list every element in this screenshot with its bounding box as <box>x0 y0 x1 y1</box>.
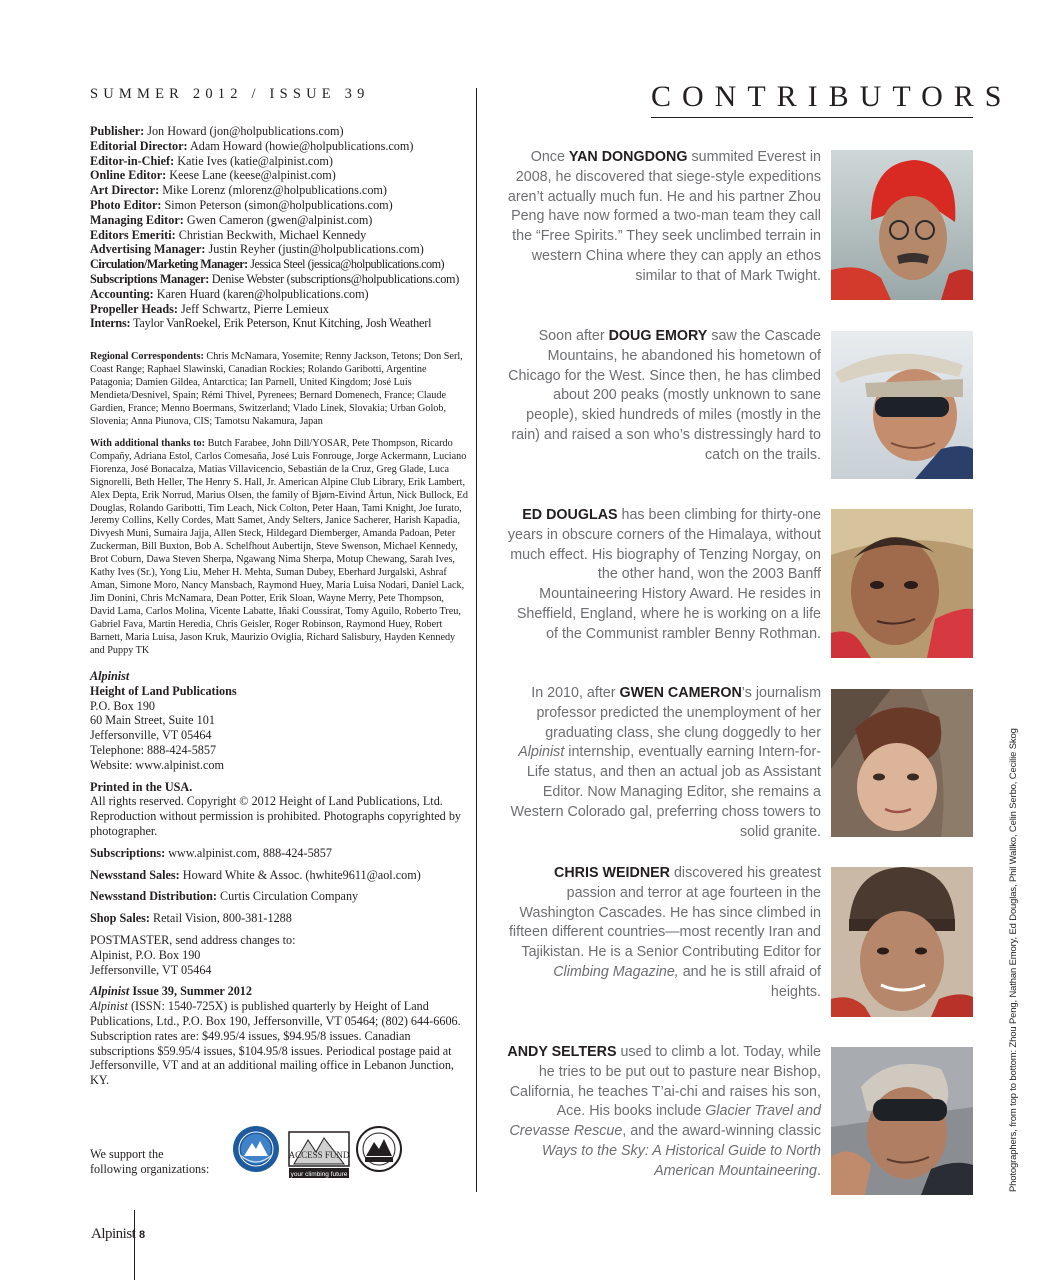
postmaster: Jeffersonville, VT 05464 <box>90 962 212 977</box>
contributor-name: DOUG EMORY <box>608 328 708 344</box>
regional-correspondents: Regional Correspondents: Chris McNamara, Yosemite; Renny Jackson, Tetons; Don Serl, Coast Range; Raphael Slawinski, Canadian Rockies; Rolando Garibotti, Argentine Patagonia; Damien Gildea, Antarctica; Ian Parnell, United Kingdom; José Luis Mendieta/Desnivel, Spain; Rémi Thivel, Pyrenees; Bernard Domenech, France; Claude Gardien, France; Menno Boermans, Switzerland; Vlado Linek, Slovakia; Urban Golob, Slovenia; Anna Piunova, CIS; Tamotsu Nakamura, Japan <box>90 351 463 427</box>
newsstand-distribution: Newsstand Distribution: Curtis Circulation Company <box>90 889 359 904</box>
masthead-row: Online Editor: Keese Lane (keese@alpinist.com) <box>90 168 336 183</box>
access-fund-label: ACCESS FUND <box>288 1150 350 1160</box>
additional-thanks: With additional thanks to: Butch Farabee, John Dill/YOSAR, Pete Thompson, Ricardo Compañy, Adriana Estol, Carlos Comesaña, José Luis Fonrouge, Jorge Ackermann, Luciano Fiorenza, José Bonacalza, Matias Villavicencio, Sebastián de la Cruz, Greg Glade, Luca Signorelli, Beth Heller, The Henry S. Hall, Jr. American Alpine Club Library, Erik Lambert, Alex Depta, Erik Norrud, Marius Olsen, the family of Bjørn-Eivind Årtun, Nick Bullock, Ed Douglas, Rolando Garibotti, Tim Leach, Nick Colton, Peter Haan, Tami Knight, Joe Iurato, Jeremy Collins, Kelly Cordes, Matt Samet, Andy Selters, Janice Sacherer, Harish Kapadia, Divyesh Muni, Sumaira Jajja, Allen Steck, Hildegard Diemberger, Amanda Padoan, Peter Zuckerman, Bill Buxton, Bob A. Schelfhout Aubertijn, Steve Swenson, Michael Kennedy, Brot Coburn, Dawa Steven Sherpa, Ngawang Nima Sherpa, Motup Chewang, Sarah Ives, Kathy Ives (Sr.), Yong Liu, Meher H. Mehta, Suman Dubey, Eberhard Jurgalski, Ashraf Aman, Simone Moro, Nancy Mansbach, Raymond Huey, Maria Luisa Nodari, Daniel Lack, Jim Donini, Chris McNamara, Dean Potter, Erik Sloan, Wayne Merry, Pete Thompson, David Lama, Carlos Molina, Vicente Labatte, Iñaki Coussirat, Tomy Aguilo, Roberto Treu, Gabriel Fava, Martin Heredia, Chris Geisler, Roger Robinson, Raymond Huey, Robert Barnett, Maria Luisa, Jason Kruk, Maurizio Oviglia, Richard Salisbury, Hayden Kennedy and Puppy TK <box>90 438 468 656</box>
contributor-name: YAN DONGDONG <box>568 149 688 165</box>
contributor-name: ED DOUGLAS <box>522 507 618 523</box>
publisher-address: P.O. Box 190 <box>90 698 156 713</box>
masthead-row: Managing Editor: Gwen Cameron (gwen@alpinist.com) <box>90 212 373 227</box>
publisher-mag: Alpinist <box>90 669 130 683</box>
support-orgs-text: We support the following organizations: <box>90 1147 210 1176</box>
masthead-row: Propeller Heads: Jeff Schwartz, Pierre Lemieux <box>90 301 329 316</box>
masthead-row: Accounting: Karen Huard (karen@holpublications.com) <box>90 286 369 301</box>
masthead-row: Editors Emeriti: Christian Beckwith, Michael Kennedy <box>90 227 367 242</box>
masthead-row: Subscriptions Manager: Denise Webster (subscriptions@holpublications.com) <box>90 271 459 286</box>
publisher-phone: Telephone: 888-424-5857 <box>90 742 217 757</box>
contributor-photo <box>831 331 973 479</box>
masthead-row: Advertising Manager: Justin Reyher (justin@holpublications.com) <box>90 242 424 257</box>
publisher-company: Height of Land Publications <box>90 683 237 698</box>
subscriptions: Subscriptions: www.alpinist.com, 888-424-5857 <box>90 845 332 860</box>
printed-text: All rights reserved. Copyright © 2012 Height of Land Publications, Ltd. Reproduction without permission is prohibited. Photographs copyrighted by photographer. <box>90 794 462 838</box>
masthead-row: Art Director: Mike Lorenz (mlorenz@holpublications.com) <box>90 183 387 198</box>
postmaster: Alpinist, P.O. Box 190 <box>90 947 201 962</box>
publisher-address: Jeffersonville, VT 05464 <box>90 728 212 743</box>
masthead-row: Publisher: Jon Howard (jon@holpublications.com) <box>90 124 344 138</box>
contributor-photo <box>831 509 973 658</box>
contributor-photo <box>831 867 973 1017</box>
masthead-row: Circulation/Marketing Manager: Jessica Steel (jessica@holpublications.com) <box>90 257 445 272</box>
publisher-address: 60 Main Street, Suite 101 <box>90 713 215 728</box>
title-rule <box>651 117 973 118</box>
contributors-title: CONTRIBUTORS <box>651 80 1013 113</box>
contributor-bio: ANDY SELTERS used to climb a lot. Today, while he tries to be put out to pasture near Bishop, California, he teaches T’ai-chi and raises his son, Ace. His books include Glacier Travel and Crevasse Rescue, and the award-winning classic Ways to the Sky: A Historical Guide to North American Mountaineering. <box>507 1044 821 1179</box>
photo-credit: Photographers, from top to bottom: Zhou Peng, Nathan Emory, Ed Douglas, Phil Wallko, Celin Serbo, Cecilie Skog <box>1007 728 1018 1192</box>
contributor-photo <box>831 689 973 837</box>
contributor-bio: Soon after DOUG EMORY saw the Cascade Mountains, he abandoned his hometown of Chicago for the West. Since then, he has climbed about 200 peaks (mostly unknown to sane people), skied hundreds of miles (mostly in the rain) and raised a son who’s distressingly hard to catch on the trails. <box>508 328 821 463</box>
masthead-row: Editorial Director: Adam Howard (howie@holpublications.com) <box>90 138 414 153</box>
access-fund-logo <box>288 1128 350 1180</box>
issue-info-heading: Alpinist Issue 39, Summer 2012 <box>90 984 252 999</box>
footer-brand: Alpinist <box>91 1226 136 1242</box>
american-alpine-club-logo <box>232 1125 280 1173</box>
masthead-row: Editor-in-Chief: Katie Ives (katie@alpinist.com) <box>90 153 333 168</box>
contributor-photo <box>831 1047 973 1195</box>
column-divider <box>476 88 477 1192</box>
contributor-name: GWEN CAMERON <box>619 685 742 701</box>
issue-line: SUMMER 2012 / ISSUE 39 <box>90 86 370 102</box>
access-fund-tagline: your climbing future <box>290 1171 348 1178</box>
issue-info-text: Alpinist (ISSN: 1540-725X) is published quarterly by Height of Land Publications, Ltd., P.O. Box 190, Jeffersonville, VT 05464; (802) 644-6606. Subscription rates are: $49.95/4 issues, $94.95/8 issues. Canadian subscriptions $59.95/4 issues, $104.95/8 issues. Periodical postage paid at Jeffersonville, VT and at an additional mailing office in Lebanon Junction, KY. <box>90 999 461 1088</box>
masthead-row: Interns: Taylor VanRoekel, Erik Peterson, Knut Kitching, Josh Weatherl <box>90 316 432 331</box>
contributor-bio: ED DOUGLAS has been climbing for thirty-one years in obscure corners of the Himalaya, without much effect. His biography of Tenzing Norgay, on the other hand, won the 2003 Banff Mountaineering History Award. He resides in Sheffield, England, where he is working on a life of the Communist rambler Benny Rothman. <box>507 507 821 642</box>
footer-rule <box>134 1210 135 1280</box>
climbing-org-seal <box>356 1126 402 1172</box>
masthead <box>90 124 470 331</box>
postmaster: POSTMASTER, send address changes to: <box>90 932 296 947</box>
shop-sales: Shop Sales: Retail Vision, 800-381-1288 <box>90 911 292 926</box>
newsstand-sales: Newsstand Sales: Howard White & Assoc. (hwhite9611@aol.com) <box>90 867 421 882</box>
contributor-bio: In 2010, after GWEN CAMERON’s journalism professor predicted the unemployment of her graduating class, she clung doggedly to her Alpinist internship, eventually earning Intern-for-Life status, and then an actual job as Assistant Editor. Now Managing Editor, she remains a Western Colorado gal, preferring choss towers to solid granite. <box>510 685 821 840</box>
contributor-bio: CHRIS WEIDNER discovered his greatest passion and terror at age fourteen in the Washington Cascades. He has since climbed in fifteen different countries—most recently Iran and Tajikistan. He is a Senior Contributing Editor for Climbing Magazine, and he is still afraid of heights. <box>508 865 821 1000</box>
publisher-website: Website: www.alpinist.com <box>90 757 224 772</box>
contributor-name: ANDY SELTERS <box>507 1044 617 1060</box>
printed-heading: Printed in the USA. <box>90 779 193 794</box>
page-number: 8 <box>139 1229 146 1241</box>
contributor-name: CHRIS WEIDNER <box>554 865 670 881</box>
masthead-row: Photo Editor: Simon Peterson (simon@holpublications.com) <box>90 197 393 212</box>
contributor-photo <box>831 150 973 300</box>
publisher-info <box>90 669 470 1088</box>
contributor-bio: Once YAN DONGDONG summited Everest in 2008, he discovered that siege-style expeditions aren’t actually much fun. He and his partner Zhou Peng have now formed a two-man team they call the “Free Spirits.” They seek unclimbed terrain in western China where they can apply an ethos similar to that of Mark Twight. <box>507 149 821 284</box>
